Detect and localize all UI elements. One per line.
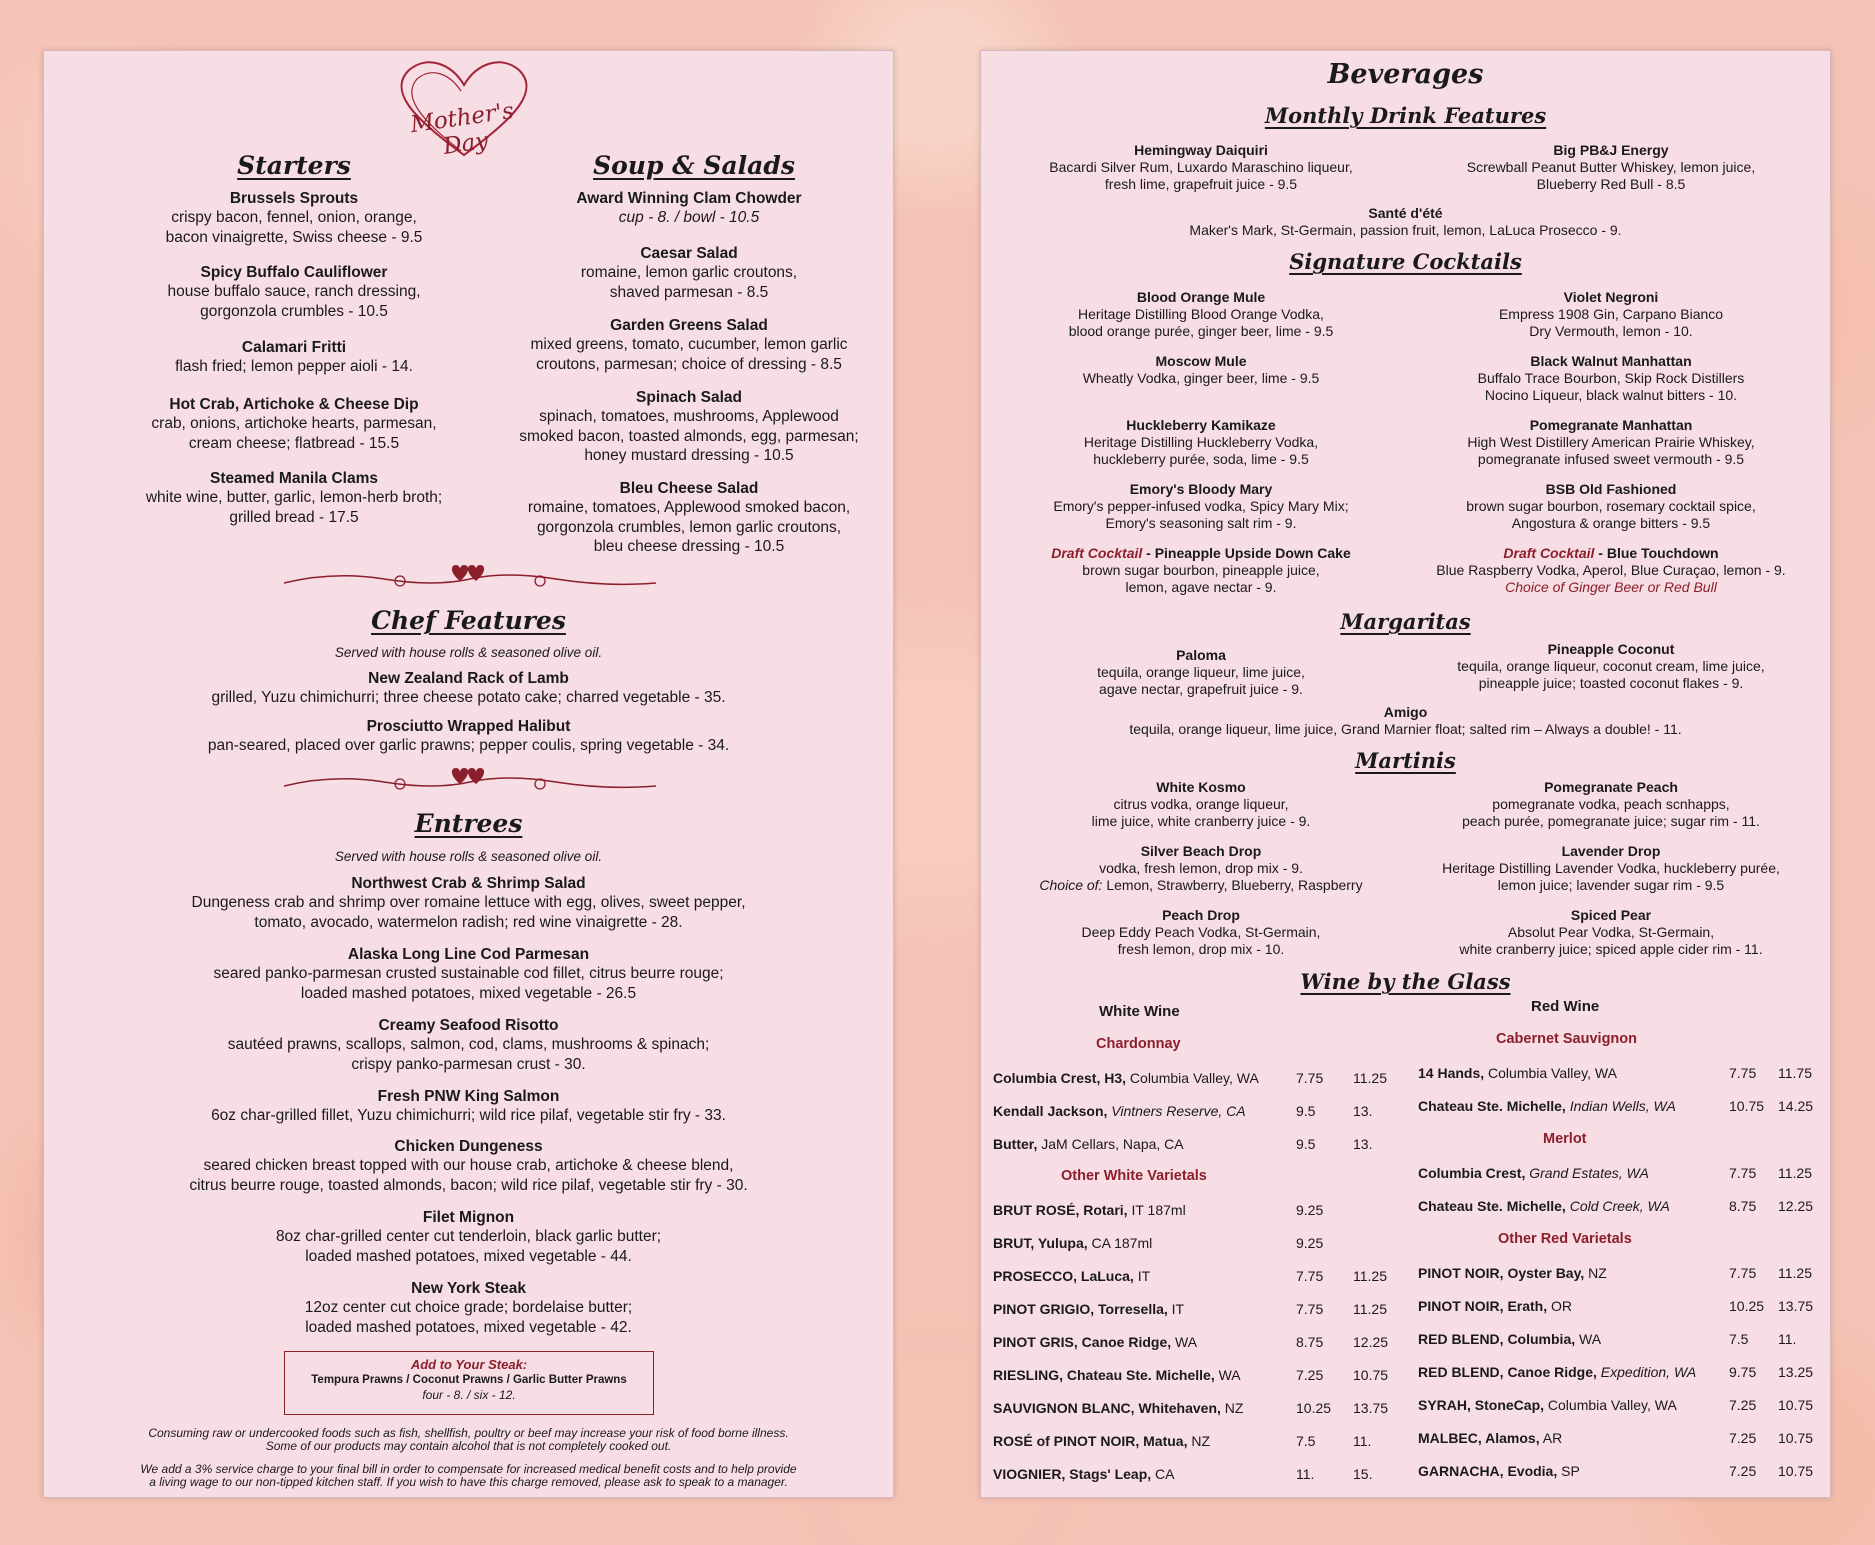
heart-icon: [452, 768, 468, 784]
list-item: New York Steak 12oz center cut choice grade; bordelaise butter; loaded mashed potatoes, mixed vegetable - 42.: [304, 1280, 633, 1336]
chef-note: Served with house rolls & seasoned olive oil.: [334, 645, 603, 660]
wine-row: BRUT ROSÉ, Rotari, IT 187ml 9.25: [993, 1202, 1324, 1218]
other-white-heading: Other White Varietals: [1061, 1168, 1207, 1184]
list-item: Santé d'été Maker's Mark, St-Germain, passion fruit, lemon, LaLuca Prosecco - 9.: [1189, 205, 1622, 238]
addon-title: Add to Your Steak:: [410, 1357, 528, 1372]
list-item: Silver Beach Drop vodka, fresh lemon, drop mix - 9. Choice of: Lemon, Strawberry, Blueberry, Raspberry: [1039, 843, 1363, 893]
list-item: Steamed Manila Clams white wine, butter, garlic, lemon-herb broth; grilled bread - 17.5: [145, 470, 443, 526]
list-item: Chicken Dungeness seared chicken breast topped with our house crab, artichoke & cheese blend, citrus beurre rouge, toasted almonds, bacon; wild rice pilaf, vegetable stir fry - 30.: [189, 1138, 748, 1194]
wine-row: BRUT, Yulupa, CA 187ml 9.25: [993, 1235, 1324, 1251]
chef-features-heading: Chef Features: [371, 606, 566, 635]
list-item: Pomegranate Peach pomegranate vodka, peach scnhapps, peach purée, pomegranate juice; sugar rim - 11.: [1462, 779, 1760, 829]
wine-row: GARNACHA, Evodia, SP 7.25 10.75: [1418, 1463, 1814, 1479]
other-red-heading: Other Red Varietals: [1498, 1231, 1632, 1247]
soups-list: [489, 189, 889, 557]
list-item: BSB Old Fashioned brown sugar bourbon, rosemary cocktail spice, Angostura & orange bitters - 9.5: [1466, 481, 1756, 531]
wine-row: Chateau Ste. Michelle, Indian Wells, WA 10.75 14.25: [1418, 1098, 1814, 1114]
wine-row: PINOT GRIGIO, Torresella, IT 7.75 11.25: [993, 1301, 1387, 1317]
cabernet-heading: Cabernet Sauvignon: [1496, 1031, 1637, 1047]
list-item: Peach Drop Deep Eddy Peach Vodka, St-Germain, fresh lemon, drop mix - 10.: [1081, 907, 1321, 957]
wine-row: RIESLING, Chateau Ste. Michelle, WA 7.25 10.75: [993, 1367, 1389, 1383]
list-item: Violet Negroni Empress 1908 Gin, Carpano Bianco Dry Vermouth, lemon - 10.: [1498, 289, 1724, 339]
list-item: Hot Crab, Artichoke & Cheese Dip crab, onions, artichoke hearts, parmesan, cream cheese; flatbread - 15.5: [151, 396, 437, 452]
wine-row: RED BLEND, Canoe Ridge, Expedition, WA 9.75 13.25: [1418, 1364, 1814, 1380]
wine-row: Columbia Crest, H3, Columbia Valley, WA 7.75 11.25: [993, 1070, 1387, 1086]
wine-row: VIOGNIER, Stags' Leap, CA 11. 15.: [993, 1466, 1373, 1482]
list-item: New Zealand Rack of Lamb grilled, Yuzu chimichurri; three cheese potato cake; charred vegetable - 35.: [211, 670, 726, 706]
list-item: Northwest Crab & Shrimp Salad Dungeness crab and shrimp over romaine lettuce with egg, olives, sweet pepper, tomato, avocado, watermelon radish; red wine vinaigrette - 28.: [191, 875, 746, 931]
list-item: Spinach Salad spinach, tomatoes, mushrooms, Applewood smoked bacon, toasted almonds, egg, parmesan; honey mustard dressing - 10.5: [519, 389, 859, 464]
steak-addon-box: [284, 1351, 654, 1415]
wine-row: SAUVIGNON BLANC, Whitehaven, NZ 10.25 13.75: [993, 1400, 1389, 1416]
list-item: Black Walnut Manhattan Buffalo Trace Bourbon, Skip Rock Distillers Nocino Liqueur, black walnut bitters - 10.: [1477, 353, 1745, 403]
wine-row: PINOT GRIS, Canoe Ridge, WA 8.75 12.25: [993, 1334, 1389, 1350]
list-item: Caesar Salad romaine, lemon garlic croutons, shaved parmesan - 8.5: [580, 245, 798, 301]
margaritas-heading: Margaritas: [1340, 609, 1471, 634]
list-item: Fresh PNW King Salmon 6oz char-grilled fillet, Yuzu chimichurri; wild rice pilaf, vegetable stir fry - 33.: [211, 1088, 726, 1124]
list-item: Garden Greens Salad mixed greens, tomato, cucumber, lemon garlic croutons, parmesan; choice of dressing - 8.5: [530, 317, 848, 373]
monthly-heading: Monthly Drink Features: [1264, 103, 1547, 128]
list-item: Award Winning Clam Chowder cup - 8. / bowl - 10.5: [576, 190, 802, 226]
list-item: Lavender Drop Heritage Distilling Lavender Vodka, huckleberry purée, lemon juice; lavender sugar rim - 9.5: [1442, 843, 1780, 893]
white-wine-heading: White Wine: [1099, 1003, 1180, 1020]
list-item: Calamari Fritti flash fried; lemon pepper aioli - 14.: [175, 339, 413, 375]
list-item: Bleu Cheese Salad romaine, tomatoes, Applewood smoked bacon, gorgonzola crumbles, lemon garlic croutons, bleu cheese dressing - 10.5: [527, 480, 851, 555]
list-item: Paloma tequila, orange liqueur, lime juice, agave nectar, grapefruit juice - 9.: [1097, 647, 1305, 697]
wine-row: Columbia Crest, Grand Estates, WA 7.75 11.25: [1418, 1165, 1812, 1181]
wine-row: Kendall Jackson, Vintners Reserve, CA 9.5 13.: [993, 1103, 1373, 1119]
list-item: Prosciutto Wrapped Halibut pan-seared, placed over garlic prawns; pepper coulis, spring vegetable - 34.: [207, 718, 730, 754]
hearts-divider: [284, 561, 656, 591]
entrees-list: [44, 874, 893, 1337]
starters-heading: Starters: [237, 151, 351, 180]
chef-list: [44, 669, 893, 756]
list-item: Pineapple Coconut tequila, orange liqueur, coconut cream, lime juice, pineapple juice; toasted coconut flakes - 9.: [1457, 641, 1765, 691]
wine-row: ROSÉ of PINOT NOIR, Matua, NZ 7.5 11.: [993, 1433, 1372, 1449]
entrees-note: Served with house rolls & seasoned olive oil.: [334, 849, 603, 864]
logo-text: Mother's Day: [408, 98, 516, 160]
list-item: Big PB&J Energy Screwball Peanut Butter Whiskey, lemon juice, Blueberry Red Bull - 8.5: [1466, 142, 1756, 192]
wine-row: RED BLEND, Columbia, WA 7.5 11.: [1418, 1331, 1797, 1347]
red-wine-heading: Red Wine: [1531, 998, 1600, 1015]
wine-row: Butter, JaM Cellars, Napa, CA 9.5 13.: [993, 1136, 1373, 1152]
signature-heading: Signature Cocktails: [1289, 249, 1522, 274]
disclaimer: Consuming raw or undercooked foods such as fish, shellfish, poultry or beef may increase your risk of food borne illness. Some of our products may contain alcohol that is not completely cooked out. We add a 3% service charge to your final bill in order to compensate for increased medical benefit costs and to help provide a living wage to our non-tipped kitchen staff. If you wish to have this charge removed, please ask to speak to a manager.: [140, 1426, 797, 1489]
starters-list: [64, 189, 524, 527]
soups-heading: Soup & Salads: [593, 151, 795, 180]
wine-heading: Wine by the Glass: [1300, 969, 1511, 994]
list-item: Hemingway Daiquiri Bacardi Silver Rum, Luxardo Maraschino liqueur, fresh lime, grapefruit juice - 9.5: [1049, 142, 1353, 192]
list-item: Spicy Buffalo Cauliflower house buffalo sauce, ranch dressing, gorgonzola crumbles - 10.5: [167, 264, 421, 320]
wine-row: 14 Hands, Columbia Valley, WA 7.75 11.75: [1418, 1065, 1812, 1081]
chardonnay-heading: Chardonnay: [1096, 1036, 1181, 1052]
list-item: Emory's Bloody Mary Emory's pepper-infused vodka, Spicy Mary Mix; Emory's seasoning salt rim - 9.: [1053, 481, 1349, 531]
list-item: Alaska Long Line Cod Parmesan seared panko-parmesan crusted sustainable cod fillet, citrus beurre rouge; loaded mashed potatoes, mixed vegetable - 26.5: [213, 946, 724, 1002]
list-item: Brussels Sprouts crispy bacon, fennel, onion, orange, bacon vinaigrette, Swiss cheese - 9.5: [165, 190, 423, 246]
list-item: Draft Cocktail - Blue Touchdown Blue Raspberry Vodka, Aperol, Blue Curaçao, lemon - 9. Choice of Ginger Beer or Red Bull: [1436, 545, 1786, 595]
list-item: Creamy Seafood Risotto sautéed prawns, scallops, salmon, cod, clams, mushrooms & spinach; crispy panko-parmesan crust - 30.: [227, 1017, 710, 1073]
heart-icon: [452, 565, 468, 581]
wine-row: Chateau Ste. Michelle, Cold Creek, WA 8.75 12.25: [1418, 1198, 1814, 1214]
wine-row: SYRAH, StoneCap, Columbia Valley, WA 7.25 10.75: [1418, 1397, 1814, 1413]
merlot-heading: Merlot: [1543, 1131, 1587, 1147]
list-item: Amigo tequila, orange liqueur, lime juice, Grand Marnier float; salted rim – Always a double! - 11.: [1129, 704, 1682, 737]
wine-row: PROSECCO, LaLuca, IT 7.75 11.25: [993, 1268, 1387, 1284]
beverage-menu-panel: [980, 50, 1831, 1498]
addon-prices: four - 8. / six - 12.: [422, 1388, 516, 1402]
hearts-divider: [284, 764, 656, 794]
list-item: Huckleberry Kamikaze Heritage Distilling Huckleberry Vodka, huckleberry purée, soda, lime - 9.5: [1083, 417, 1319, 467]
list-item: Moscow Mule Wheatly Vodka, ginger beer, lime - 9.5: [1082, 353, 1320, 386]
entrees-heading: Entrees: [414, 809, 523, 838]
martinis-heading: Martinis: [1355, 748, 1456, 773]
addon-items: Tempura Prawns / Coconut Prawns / Garlic Butter Prawns: [311, 1374, 627, 1386]
list-item: White Kosmo citrus vodka, orange liqueur, lime juice, white cranberry juice - 9.: [1091, 779, 1311, 829]
list-item: Draft Cocktail - Pineapple Upside Down Cake brown sugar bourbon, pineapple juice, lemon, agave nectar - 9.: [1051, 545, 1351, 595]
wine-row: MALBEC, Alamos, AR 7.25 10.75: [1418, 1430, 1814, 1446]
list-item: Filet Mignon 8oz char-grilled center cut tenderloin, black garlic butter; loaded mashed potatoes, mixed vegetable - 44.: [275, 1209, 662, 1265]
food-menu-panel: [43, 50, 894, 1498]
beverages-title: Beverages: [1327, 59, 1484, 90]
wine-row: PINOT NOIR, Oyster Bay, NZ 7.75 11.25: [1418, 1265, 1812, 1281]
list-item: Blood Orange Mule Heritage Distilling Blood Orange Vodka, blood orange purée, ginger beer, lime - 9.5: [1068, 289, 1334, 339]
list-item: Spiced Pear Absolut Pear Vodka, St-Germain, white cranberry juice; spiced apple cider rim - 11.: [1459, 907, 1763, 957]
wine-row: PINOT NOIR, Erath, OR 10.25 13.75: [1418, 1298, 1814, 1314]
list-item: Pomegranate Manhattan High West Distillery American Prairie Whiskey, pomegranate infused sweet vermouth - 9.5: [1467, 417, 1755, 467]
